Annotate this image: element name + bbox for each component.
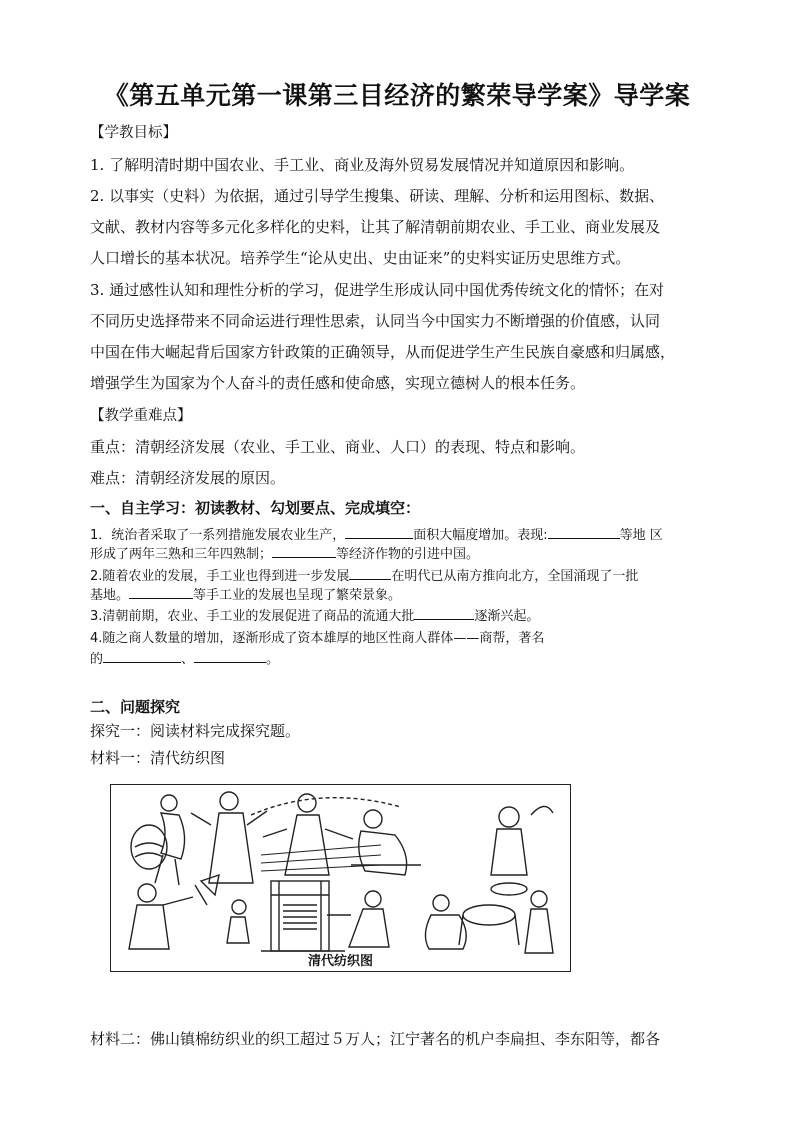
question-text: 等经济作物的引进中国。 (336, 547, 480, 562)
section-2-heading: 二、问题探究 (90, 698, 181, 716)
question-2-line-2 (90, 586, 401, 605)
question-1-line-1 (90, 526, 663, 545)
question-text: 面积大幅度增加。表现: (413, 528, 548, 543)
question-text: 形成了两年三熟和三年四熟制； (90, 547, 273, 562)
goal-3-line-2: 不同历史选择带来不同命运进行理性思索，认同当今中国实力不断增强的价值感，认同 (90, 312, 661, 330)
section-key-heading: 【教学重难点】 (90, 408, 192, 424)
section-goals-heading: 【学教目标】 (90, 125, 177, 141)
answer-blank[interactable] (103, 650, 181, 663)
answer-blank[interactable] (272, 545, 336, 558)
question-text: 在明代已从南方推向北方，全国涌现了一批 (391, 569, 639, 584)
question-text: 逐渐兴起。 (474, 609, 540, 624)
textile-drawing (111, 785, 570, 971)
question-text: 等手工业的发展也呈现了繁荣景象。 (193, 588, 402, 603)
question-4-line-2 (90, 650, 279, 669)
explore-1: 探究一：阅读材料完成探究题。 (90, 722, 301, 740)
hard-point: 难点：清朝经济发展的原因。 (90, 469, 286, 487)
question-text: 1．统治者采取了一系列措施发展农业生产， (90, 528, 346, 543)
goal-1: 1. 了解明清时期中国农业、手工业、商业及海外贸易发展情况并知道原因和影响。 (90, 156, 635, 174)
question-text: 3.清朝前期，农业、手工业的发展促进了商品的流通大批 (90, 609, 415, 624)
question-text: 4.随之商人数量的增加，逐渐形成了资本雄厚的地区性商人群体——商帮，著名 (90, 631, 545, 646)
answer-blank[interactable] (414, 607, 474, 620)
question-3 (90, 607, 539, 626)
question-4-line-1 (90, 629, 544, 648)
question-text: 2.随着农业的发展，手工业也得到进一步发展 (90, 569, 350, 584)
material-1-label: 材料一：清代纺织图 (90, 749, 226, 767)
key-point: 重点：清朝经济发展（农业、手工业、商业、人口）的表现、特点和影响。 (90, 438, 586, 456)
goal-3-line-4: 增强学生为国家为个人奋斗的责任感和使命感，实现立德树人的根本任务。 (90, 374, 586, 392)
page-title: 《第五单元第一课第三目经济的繁荣导学案》导学案 (103, 81, 691, 110)
image-caption: 清代纺织图 (307, 954, 373, 969)
question-text: 等地 区 (619, 528, 663, 543)
goal-3-line-3: 中国在伟大崛起背后国家方针政策的正确领导，从而促进学生产生民族自豪感和归属感， (90, 343, 676, 361)
answer-blank[interactable] (194, 650, 266, 663)
goal-3-line-1: 3. 通过感性认知和理性分析的学习，促进学生形成认同中国优秀传统文化的情怀；在对 (90, 281, 665, 299)
material-2: 材料二：佛山镇棉纺织业的织工超过５万人；江宁著名的机户李扁担、李东阳等，都各 (90, 1030, 661, 1048)
question-text: 、 (181, 652, 195, 667)
goal-2-line-2: 文献、教材内容等多元化多样化的史料，让其了解清朝前期农业、手工业、商业发展及 (90, 218, 661, 236)
section-1-heading: 一、自主学习：初读教材、勾划要点、完成填空： (90, 499, 421, 517)
goal-2-line-3: 人口增长的基本状况。培养学生“论从史出、史由证来”的史料实证历史思维方式。 (90, 249, 631, 267)
goal-2-line-1: 2. 以事实（史料）为依据，通过引导学生搜集、研读、理解、分析和运用图标、数据、 (90, 187, 665, 205)
question-1-line-2 (90, 545, 479, 564)
question-text: 。 (266, 652, 280, 667)
question-text: 基地。 (90, 588, 130, 603)
question-2-line-1 (90, 567, 638, 586)
answer-blank[interactable] (345, 526, 413, 539)
answer-blank[interactable] (349, 567, 391, 580)
textile-illustration (110, 784, 571, 972)
answer-blank[interactable] (548, 526, 620, 539)
question-text: 的 (90, 652, 104, 667)
answer-blank[interactable] (129, 586, 193, 599)
